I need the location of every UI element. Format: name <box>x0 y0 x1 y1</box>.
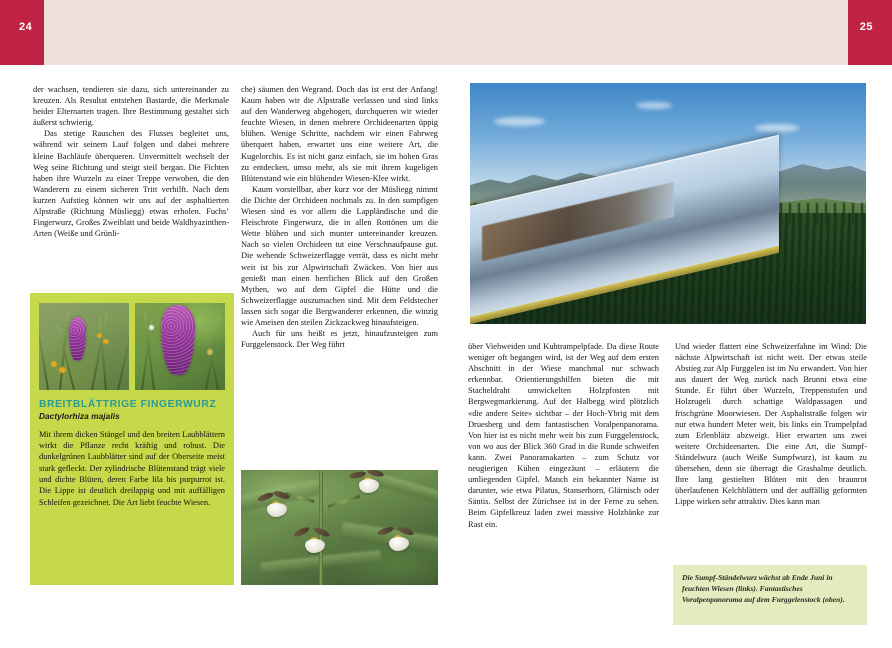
body-paragraph: Kaum vorstellbar, aber kurz vor der Müsliegg nimmt die Dichte der Orchideen nochmals zu. In den sumpfigen Wiesen sind es vor allem die Lappländische und die Fleischrote Fingerwurz, die in allen Rottönen um die Wette blühen und sich munter untereinander kreuzen. Nach so vielen Orchideen tut eine Verschnaufpause gut. Die wehende Schweizerflagge verrät, dass es nicht mehr weit ist bis zur Alpwirtschaft Zwäcken. Von hier aus genießt man einen herrlichen Blick auf den Großen Mythen, wo auf dem Gipfel die Hütte und die Schweizerflagge auszumachen sind. Mit dem Feldstecher lassen sich sogar die Bergwanderer erkennen, die winzig wie Ameisen den steilen Zickzackweg hinaufsteigen. <box>241 184 438 327</box>
body-paragraph: über Viehweiden und Kuhtrampelpfade. Da diese Route weniger oft begangen wird, ist der Weg auf dem ersten Abschnitt in der Wiese manchmal nur schwach erkennbar. Orientierungshilfen bieten die mit Stacheldraht umwickelten Holzpfosten mit Bergwegmarkierung. Auf der Halbegg wird plötzlich «die andere Seite» sichtbar – der Hoch-Ybrig mit dem Druesberg und dem fantastischen Voralpenpanorama. Von hier ist es nicht mehr weit bis zum Furggelenstock, von wo aus der Blick 360 Grad in die Runde schweifen kann. Zwei Panoramakarten – zum Schutz vor neugierigen Kühen eingezäunt – erläutern die umliegenden Gipfel. Manch ein bekannter Name ist darunter, wie etwa Pilatus, Stanserhorn, Glärnisch oder Säntis. Selbst der Zürichsee ist in der Ferne zu sehen. Beim Gipfelkreuz laden zwei massive Holzbänke zur Rast ein. <box>468 342 659 529</box>
left-page-folio-number: 24 <box>19 21 33 33</box>
right-page-header-band <box>446 0 892 65</box>
species-info-box <box>30 293 234 585</box>
body-paragraph: Und wieder flattert eine Schweizerfahne im Wind: Die nächste Alpwirtschaft ist nicht weit. Der etwas steile Abstieg zur Alp Furggelen ist im Nu erwandert. Von hier aus dauert der Weg zurück nach Brunni etwa eine Stunde. Er führt über Wurzeln, Treppenstufen und Holzrugeli durch schattige Waldpassagen und frischgrüne Moorwiesen. Der Asphaltstraße folgen wir nur etwa hundert Meter weit, bis links ein Trampelpfad zum Erlenblätz abzweigt. Hier erwarten uns zwei weitere Orchideenarten. Die eine Art, die Sumpf-Ständelwurz (auch Weiße Sumpfwurz), ist kaum zu übersehen, denn sie überragt die Grashalme deutlich. Ihre lang gestielten Blüten mit den braunrot überlaufenen Kelchblättern und der auffällig geformten Lippe wirken sehr attraktiv. Dies kann man <box>675 342 867 507</box>
breitblaettrige-fingerwurz-habitus-photo <box>39 303 129 390</box>
photo-caption-text: Die Sumpf-Ständelwurz wächst ab Ende Juni in feuchten Wiesen (links). Fantastisches Voralpenpanorama auf dem Furggelenstock (oben). <box>682 573 845 604</box>
body-paragraph: Das stetige Rauschen des Flusses begleitet uns, während wir seinem Lauf folgen und dabei mehrere kleine Bachläufe überqueren. Unvermittelt wechselt der Weg seine Richtung und steigt steil bergan. Die Fichten haben ihre Wurzeln zu einer Treppe verwoben, die den Wanderern zu einem sicheren Tritt verhilft. Nach dem kurzen Aufstieg können wir uns auf der asphaltierten Alpstraße (Richtung Müsliegg) etwas erholen. Fuchs’ Fingerwurz, Großes Zweiblatt und beide Waldhyazinthen-Arten (Weiße und Grünli- <box>33 129 229 239</box>
left-page-column-2 <box>241 84 438 350</box>
left-page-header-band <box>0 0 446 65</box>
left-page-folio-tab <box>0 0 44 65</box>
photo-caption-box <box>673 565 867 625</box>
body-paragraph: Auch für uns heißt es jetzt, hinaufzusteigen zum Furggelenstock. Der Weg führt <box>241 329 438 350</box>
species-latin-name: Dactylorhiza majalis <box>39 411 120 421</box>
breitblaettrige-fingerwurz-bluetenstand-photo <box>135 303 225 390</box>
species-common-name: BREITBLÄTTRIGE FINGERWURZ <box>39 399 217 410</box>
species-photo-pair <box>39 303 225 390</box>
species-description: Mit ihrem dicken Stängel und den breiten Laubblättern wirkt die Pflanze recht kräftig und robust. Die dunkelgrünen Laubblätter sind auf der Oberseite meist stark gefleckt. Der zylindrische Blütenstand trägt viele und dichte Blüten, deren Farbe lila bis purpurrot ist. Die Lippe ist deutlich dreilappig und mit auffälligen Schleifen gezeichnet. Die Art liebt feuchte Wiesen. <box>39 429 225 507</box>
furggelenstock-voralpenpanorama-photo <box>470 83 866 324</box>
body-paragraph: der wachsen, tendieren sie dazu, sich untereinander zu kreuzen. Als Resultat entstehen Bastarde, die Merkmale beider Elternarten tragen. Ihre Bestimmung gestaltet sich äußerst schwierig. <box>33 85 229 128</box>
sumpf-staendelwurz-bluete-photo <box>241 470 438 585</box>
body-paragraph: che) säumen den Wegrand. Doch das ist erst der Anfang! Kaum haben wir die Alpstraße verlassen und sind links auf den Wanderweg abgebogen, durchqueren wir wieder feuchte Wiesen, in denen mehrere Orchideenarten üppig blühen. Wenige Schritte, nachdem wir einen Fahrweg überquert haben, erwartet uns eine weitere Art, die Kugelorchis. Es ist nicht ganz einfach, sie im hohen Gras zu entdecken, umso mehr, als sie mit ihrem kugeligen Blütenstand wie ein blühender Wiesen-Klee wirkt. <box>241 85 438 183</box>
right-page-column-1 <box>468 341 659 530</box>
left-page-column-1 <box>33 84 229 239</box>
right-page-folio-number: 25 <box>859 21 873 33</box>
right-page-column-2 <box>675 341 867 507</box>
right-page-folio-tab <box>848 0 892 65</box>
